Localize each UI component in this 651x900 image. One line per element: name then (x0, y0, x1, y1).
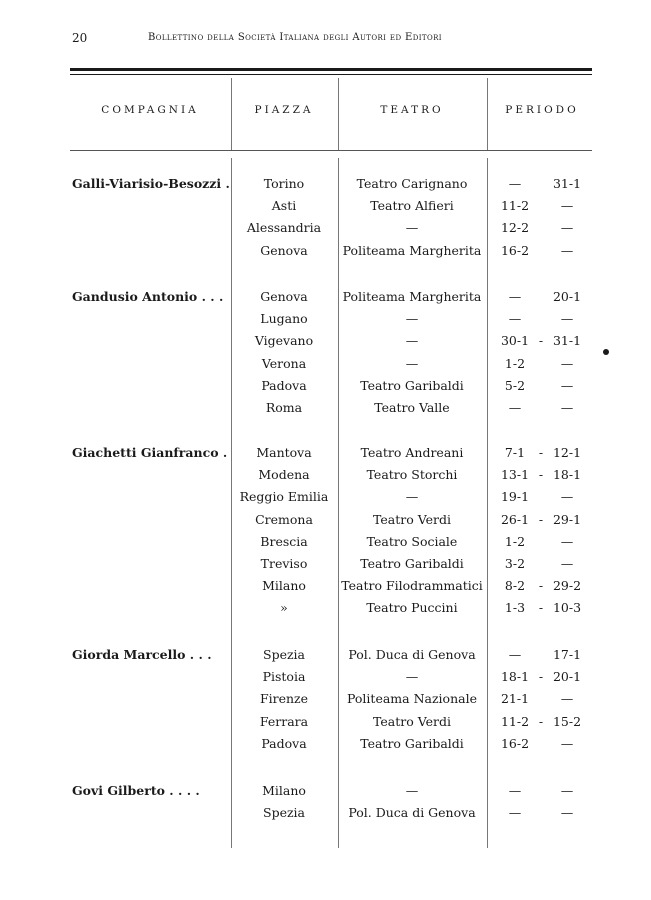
header-rule (70, 150, 592, 151)
piazza-cell: Roma (265, 400, 303, 415)
periodo-from-cell: 1-2 (504, 534, 526, 549)
periodo-from-cell: 13-1 (500, 467, 530, 482)
periodo-from-cell: 19-1 (500, 489, 530, 504)
periodo-from-cell: 5-2 (504, 378, 526, 393)
periodo-separator: - (538, 714, 544, 729)
periodo-to-cell: — (560, 198, 574, 213)
teatro-cell: — (405, 311, 419, 326)
margin-dot (603, 349, 609, 355)
teatro-cell: Teatro Verdi (373, 714, 451, 729)
piazza-cell: Lugano (260, 311, 308, 326)
teatro-cell: Teatro Puccini (366, 600, 458, 615)
column-divider (231, 78, 232, 150)
piazza-cell: Alessandria (246, 220, 322, 235)
teatro-cell: Teatro Valle (374, 400, 450, 415)
teatro-cell: Teatro Garibaldi (360, 378, 464, 393)
piazza-cell: Modena (258, 467, 310, 482)
periodo-from-cell: — (508, 400, 522, 415)
periodo-from-cell: — (508, 311, 522, 326)
periodo-from-cell: 1-3 (504, 600, 526, 615)
column-divider (487, 78, 488, 150)
teatro-cell: Teatro Andreani (360, 445, 464, 460)
periodo-to-cell: 20-1 (552, 289, 582, 304)
periodo-from-cell: 16-2 (500, 243, 530, 258)
piazza-cell: Pistoia (262, 669, 306, 684)
teatro-cell: Teatro Carignano (356, 176, 468, 191)
piazza-cell: Genova (260, 289, 308, 304)
teatro-cell: — (405, 783, 419, 798)
piazza-cell: Verona (261, 356, 307, 371)
piazza-cell: Spezia (263, 647, 305, 662)
teatro-cell: Pol. Duca di Genova (348, 647, 476, 662)
periodo-separator: - (538, 578, 544, 593)
teatro-cell: — (405, 333, 419, 348)
periodo-to-cell: — (560, 691, 574, 706)
piazza-cell: Padova (261, 378, 307, 393)
periodo-to-cell: — (560, 220, 574, 235)
periodo-separator: - (538, 669, 544, 684)
piazza-cell: » (280, 600, 288, 615)
periodo-from-cell: 12-2 (500, 220, 530, 235)
periodo-from-cell: 7-1 (504, 445, 526, 460)
periodo-from-cell: 18-1 (500, 669, 530, 684)
company-name: Galli-Viarisio-Besozzi . (72, 176, 230, 191)
page-number: 20 (72, 31, 88, 45)
teatro-cell: Teatro Alfieri (370, 198, 454, 213)
piazza-cell: Spezia (263, 805, 305, 820)
periodo-to-cell: — (560, 534, 574, 549)
column-header-periodo: PERIODO (505, 104, 579, 116)
periodo-to-cell: — (560, 783, 574, 798)
periodo-to-cell: — (560, 356, 574, 371)
teatro-cell: Pol. Duca di Genova (348, 805, 476, 820)
piazza-cell: Padova (261, 736, 307, 751)
periodo-from-cell: 21-1 (500, 691, 530, 706)
periodo-to-cell: — (560, 400, 574, 415)
piazza-cell: Torino (263, 176, 305, 191)
column-header-teatro: TEATRO (380, 104, 444, 116)
periodo-from-cell: 30-1 (500, 333, 530, 348)
periodo-from-cell: 11-2 (500, 714, 530, 729)
periodo-from-cell: — (508, 805, 522, 820)
piazza-cell: Brescia (260, 534, 308, 549)
piazza-cell: Asti (271, 198, 297, 213)
periodo-from-cell: — (508, 176, 522, 191)
periodo-to-cell: — (560, 805, 574, 820)
periodo-to-cell: 17-1 (552, 647, 582, 662)
periodo-to-cell: 12-1 (552, 445, 582, 460)
teatro-cell: Politeama Margherita (342, 243, 482, 258)
teatro-cell: — (405, 220, 419, 235)
periodo-to-cell: — (560, 311, 574, 326)
periodo-separator: - (538, 445, 544, 460)
periodo-to-cell: — (560, 736, 574, 751)
piazza-cell: Mantova (256, 445, 312, 460)
periodo-to-cell: — (560, 489, 574, 504)
periodo-to-cell: 10-3 (552, 600, 582, 615)
periodo-separator: - (538, 600, 544, 615)
teatro-cell: Politeama Margherita (342, 289, 482, 304)
teatro-cell: — (405, 489, 419, 504)
periodo-to-cell: — (560, 556, 574, 571)
column-divider (487, 158, 488, 848)
piazza-cell: Genova (260, 243, 308, 258)
periodo-separator: - (538, 512, 544, 527)
periodo-from-cell: — (508, 647, 522, 662)
company-name: Gandusio Antonio . . . (72, 289, 224, 304)
periodo-to-cell: 31-1 (552, 176, 582, 191)
periodo-to-cell: 20-1 (552, 669, 582, 684)
company-name: Govi Gilberto . . . . (72, 783, 200, 798)
periodo-to-cell: 18-1 (552, 467, 582, 482)
teatro-cell: Teatro Garibaldi (360, 736, 464, 751)
periodo-from-cell: 1-2 (504, 356, 526, 371)
periodo-to-cell: 29-2 (552, 578, 582, 593)
teatro-cell: Teatro Garibaldi (360, 556, 464, 571)
running-head: Bollettino della Società Italiana degli Autori ed Editori (148, 32, 442, 43)
company-name: Giachetti Gianfranco . (72, 445, 228, 460)
piazza-cell: Reggio Emilia (239, 489, 329, 504)
periodo-from-cell: — (508, 783, 522, 798)
periodo-to-cell: — (560, 243, 574, 258)
column-header-compagnia: COMPAGNIA (101, 104, 199, 116)
top-rule-thin (70, 74, 592, 75)
company-name: Giorda Marcello . . . (72, 647, 212, 662)
piazza-cell: Treviso (260, 556, 308, 571)
teatro-cell: Teatro Verdi (373, 512, 451, 527)
column-divider (338, 158, 339, 848)
column-header-piazza: PIAZZA (254, 104, 314, 116)
piazza-cell: Ferrara (259, 714, 309, 729)
periodo-from-cell: 16-2 (500, 736, 530, 751)
column-divider (338, 78, 339, 150)
piazza-cell: Cremona (255, 512, 313, 527)
periodo-to-cell: 29-1 (552, 512, 582, 527)
teatro-cell: — (405, 356, 419, 371)
periodo-from-cell: 11-2 (500, 198, 530, 213)
teatro-cell: — (405, 669, 419, 684)
teatro-cell: Teatro Filodrammatici (341, 578, 483, 593)
periodo-from-cell: 8-2 (504, 578, 526, 593)
periodo-to-cell: 15-2 (552, 714, 582, 729)
teatro-cell: Teatro Storchi (366, 467, 458, 482)
periodo-from-cell: — (508, 289, 522, 304)
piazza-cell: Firenze (259, 691, 309, 706)
periodo-from-cell: 26-1 (500, 512, 530, 527)
periodo-to-cell: — (560, 378, 574, 393)
periodo-to-cell: 31-1 (552, 333, 582, 348)
periodo-separator: - (538, 333, 544, 348)
periodo-from-cell: 3-2 (504, 556, 526, 571)
piazza-cell: Vigevano (254, 333, 314, 348)
periodo-separator: - (538, 467, 544, 482)
piazza-cell: Milano (262, 783, 306, 798)
top-rule-thick (70, 68, 592, 71)
teatro-cell: Politeama Nazionale (347, 691, 477, 706)
piazza-cell: Milano (262, 578, 306, 593)
teatro-cell: Teatro Sociale (366, 534, 458, 549)
